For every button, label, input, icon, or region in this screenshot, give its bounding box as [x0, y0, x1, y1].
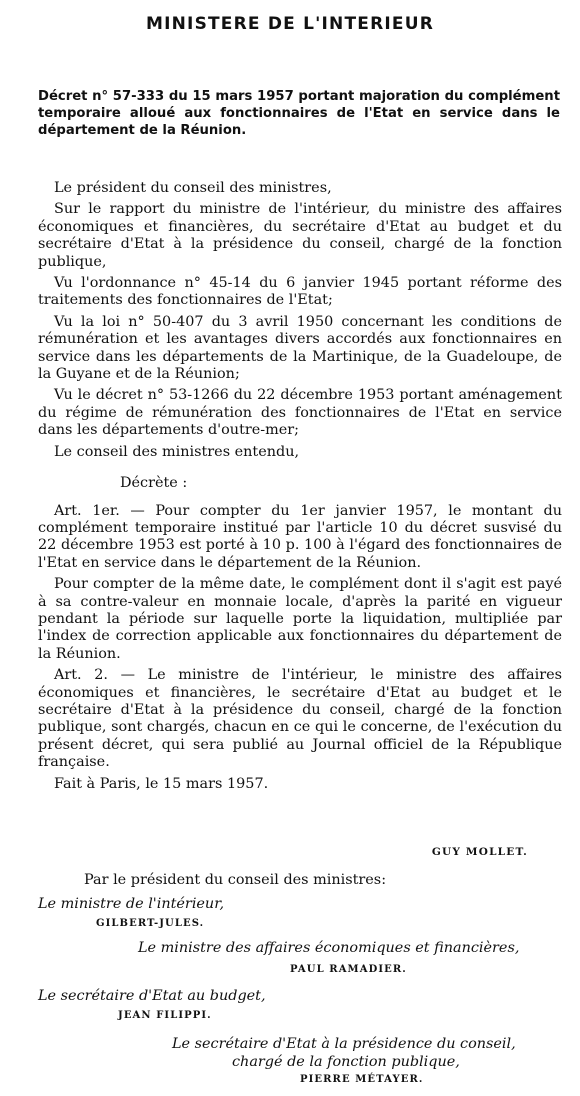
visa-paragraph: Le conseil des ministres entendu, — [54, 443, 300, 460]
signatory-name: PIERRE MÉTAYER. — [300, 1074, 424, 1085]
signatory-role: Le ministre des affaires économiques et financières, — [138, 940, 520, 956]
signatory-role: Le ministre de l'intérieur, — [38, 896, 225, 912]
fait-a-paris: Fait à Paris, le 15 mars 1957. — [54, 775, 269, 792]
signatory-role-continuation: chargé de la fonction publique, — [232, 1054, 460, 1070]
decree-title: Décret n° 57-333 du 15 mars 1957 portant majoration du complément temporaire alloué aux fonctionnaires de l'Etat en service dans le département de la Réunion. — [38, 89, 560, 138]
visa-paragraph: Sur le rapport du ministre de l'intérieur, du ministre des affaires économiques et financières, du secrétaire d'Etat au budget et du secrétaire d'Etat à la présidence du conseil, chargé de la fonction publique, — [38, 201, 562, 270]
decrete-heading: Décrète : — [120, 475, 188, 492]
article-paragraph: Pour compter de la même date, le complément dont il s'agit est payé à sa contre-valeur en monnaie locale, d'après la parité en vigueur pendant la période sur laquelle porte la liquidation, multipliée par l'index de correction applicable aux fonctionnaires du département de la Réunion. — [38, 576, 562, 662]
ministry-heading: MINISTERE DE L'INTERIEUR — [145, 14, 435, 34]
visa-paragraph: Vu la loi n° 50-407 du 3 avril 1950 concernant les conditions de rémunération et les avantages divers accordés aux fonctionnaires en service dans les départements de la Martinique, de la Guadeloupe, de la Guyane et de la Réunion; — [38, 313, 562, 383]
visa-paragraph: Vu l'ordonnance n° 45-14 du 6 janvier 1945 portant réforme des traitements des fonctionnaires de l'Etat; — [38, 275, 562, 309]
signatory-name: PAUL RAMADIER. — [290, 964, 407, 975]
signatory-name: GILBERT-JULES. — [96, 918, 205, 929]
signatory-name: JEAN FILIPPI. — [118, 1010, 212, 1021]
par-le-president: Par le président du conseil des ministres: — [84, 872, 387, 888]
article-paragraph: Art. 2. — Le ministre de l'intérieur, le ministre des affaires économiques et financières, le secrétaire d'Etat au budget et le secrétaire d'Etat à la présidence du conseil, chargé de la fonction publique, sont chargés, chacun en ce qui le concerne, de l'exécution du présent décret, qui sera publié au Journal officiel de la République française. — [38, 667, 562, 771]
visa-paragraph: Vu le décret n° 53-1266 du 22 décembre 1953 portant aménagement du régime de rémunération des fonctionnaires de l'Etat en service dans les départements d'outre-mer; — [38, 387, 562, 439]
signatory-role: Le secrétaire d'Etat à la présidence du conseil, — [172, 1036, 516, 1052]
decree-body — [38, 180, 562, 797]
article-paragraph: Art. 1er. — Pour compter du 1er janvier 1957, le montant du complément temporaire institué par l'article 10 du décret susvisé du 22 décembre 1953 est porté à 10 p. 100 à l'égard des fonctionnaires de l'Etat en service dans le département de la Réunion. — [38, 502, 562, 571]
intro-line: Le président du conseil des ministres, — [54, 180, 332, 196]
signature-main: GUY MOLLET. — [431, 846, 528, 858]
signatory-role: Le secrétaire d'Etat au budget, — [38, 988, 266, 1004]
